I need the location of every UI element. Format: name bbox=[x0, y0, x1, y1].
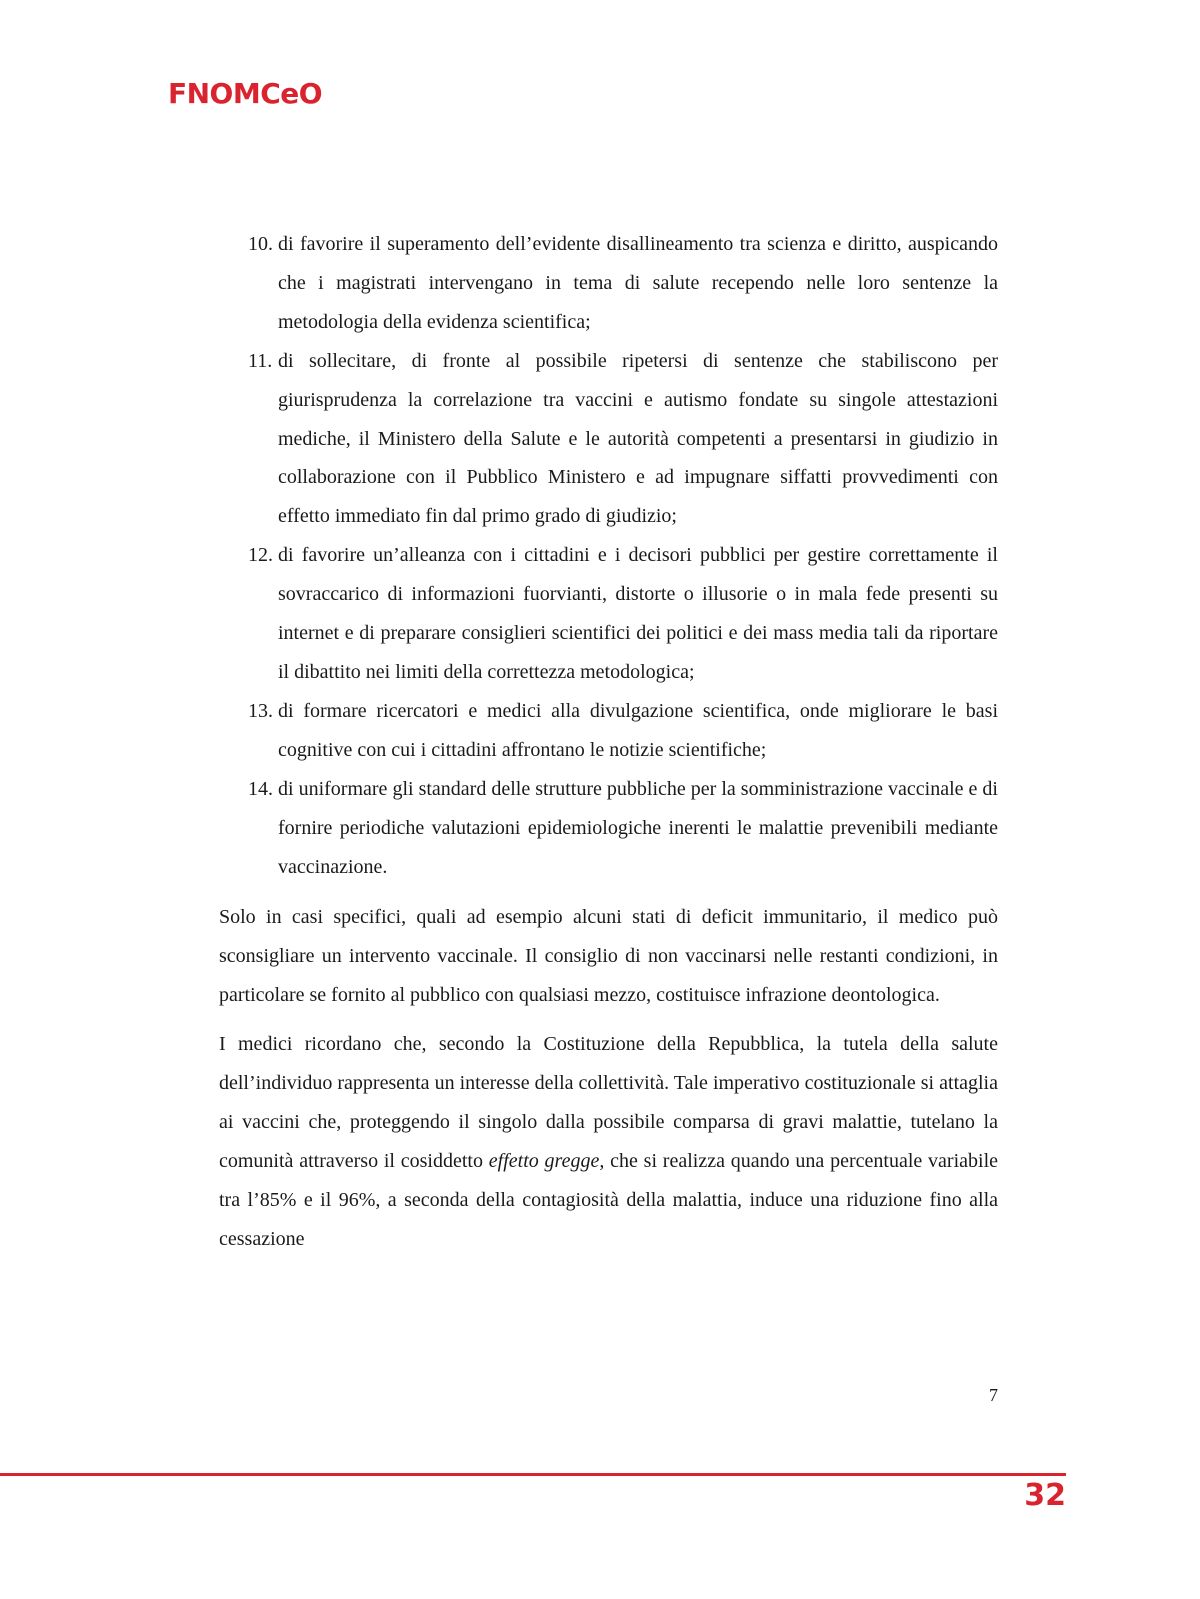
list-item-number: 11. bbox=[248, 349, 273, 372]
list-item bbox=[219, 770, 998, 887]
paragraph-text-before: I medici ricordano che, secondo la Costituzione della Repubblica, la tutela della salute dell’individuo rappresenta un interesse della collettività. Tale imperativo costituzionale si attaglia ai vaccini che, proteggendo il singolo dalla possibile comparsa di gravi malattie, tutelano la comunità attraverso il cosiddetto bbox=[219, 1033, 998, 1172]
list-item-text: di sollecitare, di fronte al possibile ripetersi di sentenze che stabiliscono per giurisprudenza la correlazione tra vaccini e autismo fondate su singole attestazioni mediche, il Ministero della Salute e le autorità competenti a presentarsi in giudizio in collaborazione con il Pubblico Ministero e ad impugnare siffatti provvedimenti con effetto immediato fin dal primo grado di giudizio; bbox=[278, 349, 998, 528]
paragraph-constitution bbox=[219, 1025, 998, 1258]
list-item-text: di uniformare gli standard delle strutture pubbliche per la somministrazione vaccinale e di fornire periodiche valutazioni epidemiologiche inerenti le malattie prevenibili mediante vaccinazione. bbox=[278, 777, 998, 878]
folio-number: 32 bbox=[1024, 1478, 1066, 1513]
list-item bbox=[219, 692, 998, 770]
document-body bbox=[219, 225, 998, 1259]
emphasized-term: effetto gregge, bbox=[488, 1149, 605, 1172]
fnomceo-logo: FNOMCeO bbox=[168, 77, 323, 110]
list-item-number: 14. bbox=[248, 777, 273, 800]
list-item bbox=[219, 536, 998, 692]
list-item-text: di favorire il superamento dell’evidente disallineamento tra scienza e diritto, auspicando che i magistrati intervengano in tema di salute recependo nelle loro sentenze la metodologia della evidenza scientifica; bbox=[278, 233, 998, 333]
list-item-number: 12. bbox=[248, 544, 273, 567]
list-item-number: 13. bbox=[248, 699, 273, 722]
footer-divider bbox=[0, 1473, 1066, 1476]
page-number: 7 bbox=[989, 1385, 998, 1405]
numbered-list bbox=[219, 225, 998, 886]
list-item-text: di favorire un’alleanza con i cittadini e i decisori pubblici per gestire correttamente il sovraccarico di informazioni fuorvianti, distorte o illusorie o in mala fede presenti su internet e di preparare consiglieri scientifici dei politici e dei mass media tali da riportare il dibattito nei limiti della correttezza metodologica; bbox=[278, 544, 998, 683]
list-item bbox=[219, 225, 998, 342]
list-item bbox=[219, 342, 998, 537]
paragraph-vaccine-advice: Solo in casi specifici, quali ad esempio alcuni stati di deficit immunitario, il medico può sconsigliare un intervento vaccinale. Il consiglio di non vaccinarsi nelle restanti condizioni, in particolare se fornito al pubblico con qualsiasi mezzo, costituisce infrazione deontologica. bbox=[219, 906, 998, 1007]
paragraph-text-after: che si realizza quando una percentuale variabile tra l’85% e il 96%, a seconda della contagiosità della malattia, induce una riduzione fino alla cessazione bbox=[219, 1149, 999, 1250]
list-item-text: di formare ricercatori e medici alla divulgazione scientifica, onde migliorare le basi cognitive con cui i cittadini affrontano le notizie scientifiche; bbox=[278, 699, 998, 761]
list-item-number: 10. bbox=[248, 233, 273, 255]
